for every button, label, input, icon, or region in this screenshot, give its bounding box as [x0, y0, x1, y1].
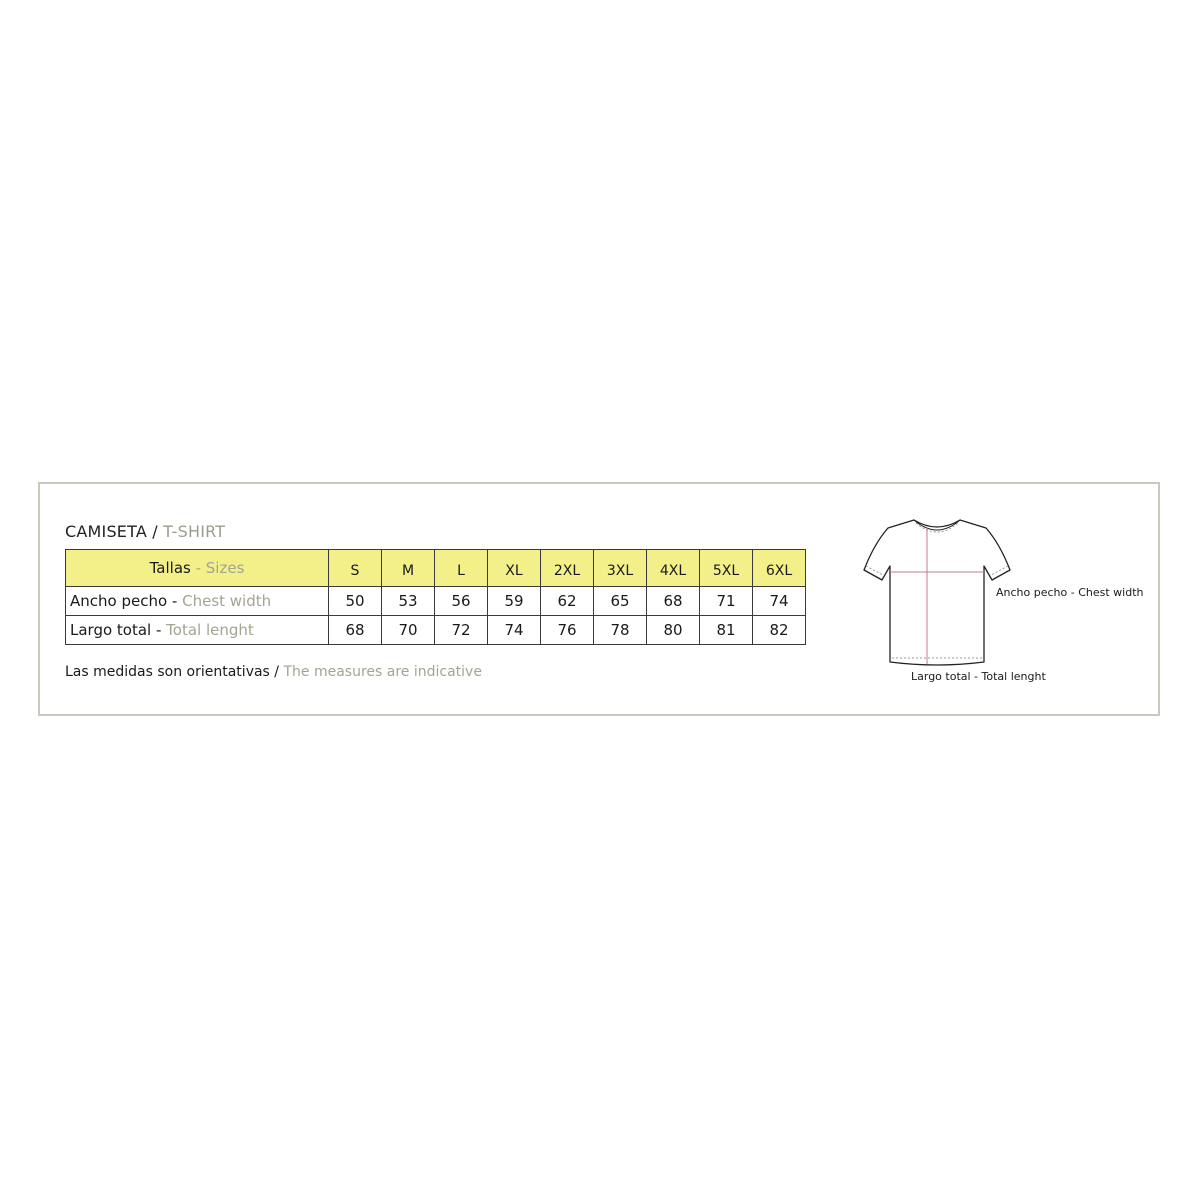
- title-english: T-SHIRT: [163, 522, 226, 541]
- size-header-cell: 4XL: [647, 550, 700, 587]
- table-cell: 81: [700, 616, 753, 645]
- table-header-row: [66, 550, 806, 587]
- size-header-cell: XL: [488, 550, 541, 587]
- size-table: [65, 549, 806, 645]
- table-cell: 71: [700, 587, 753, 616]
- measures-note: Las medidas son orientativas / The measures are indicative: [65, 664, 482, 680]
- table-cell: 50: [329, 587, 382, 616]
- table-row-chest-width: [66, 587, 806, 616]
- table-cell: 76: [541, 616, 594, 645]
- table-cell: 70: [382, 616, 435, 645]
- size-chart-card: [38, 482, 1160, 716]
- table-cell: 82: [753, 616, 806, 645]
- table-row-total-length: [66, 616, 806, 645]
- size-header-cell: M: [382, 550, 435, 587]
- table-cell: 78: [594, 616, 647, 645]
- size-header-cell: L: [435, 550, 488, 587]
- tshirt-outline: [864, 520, 1010, 665]
- size-header-cell: 2XL: [541, 550, 594, 587]
- table-cell: 80: [647, 616, 700, 645]
- chest-width-caption: Ancho pecho - Chest width: [996, 586, 1144, 599]
- size-header-cell: S: [329, 550, 382, 587]
- table-cell: 62: [541, 587, 594, 616]
- table-cell: 74: [488, 616, 541, 645]
- size-header-cell: 5XL: [700, 550, 753, 587]
- row-label-cell: Largo total - Total lenght: [66, 616, 329, 645]
- size-header-cell: 3XL: [594, 550, 647, 587]
- table-cell: 59: [488, 587, 541, 616]
- title-spanish: CAMISETA: [65, 522, 147, 541]
- table-cell: 68: [329, 616, 382, 645]
- size-header-cell: 6XL: [753, 550, 806, 587]
- table-cell: 68: [647, 587, 700, 616]
- table-cell: 74: [753, 587, 806, 616]
- header-label-cell: Tallas - Sizes: [66, 550, 329, 587]
- table-cell: 65: [594, 587, 647, 616]
- table-cell: 53: [382, 587, 435, 616]
- row-label-cell: Ancho pecho - Chest width: [66, 587, 329, 616]
- table-cell: 72: [435, 616, 488, 645]
- table-cell: 56: [435, 587, 488, 616]
- chart-title: CAMISETA / T-SHIRT: [65, 522, 226, 541]
- total-length-caption: Largo total - Total lenght: [911, 670, 1046, 683]
